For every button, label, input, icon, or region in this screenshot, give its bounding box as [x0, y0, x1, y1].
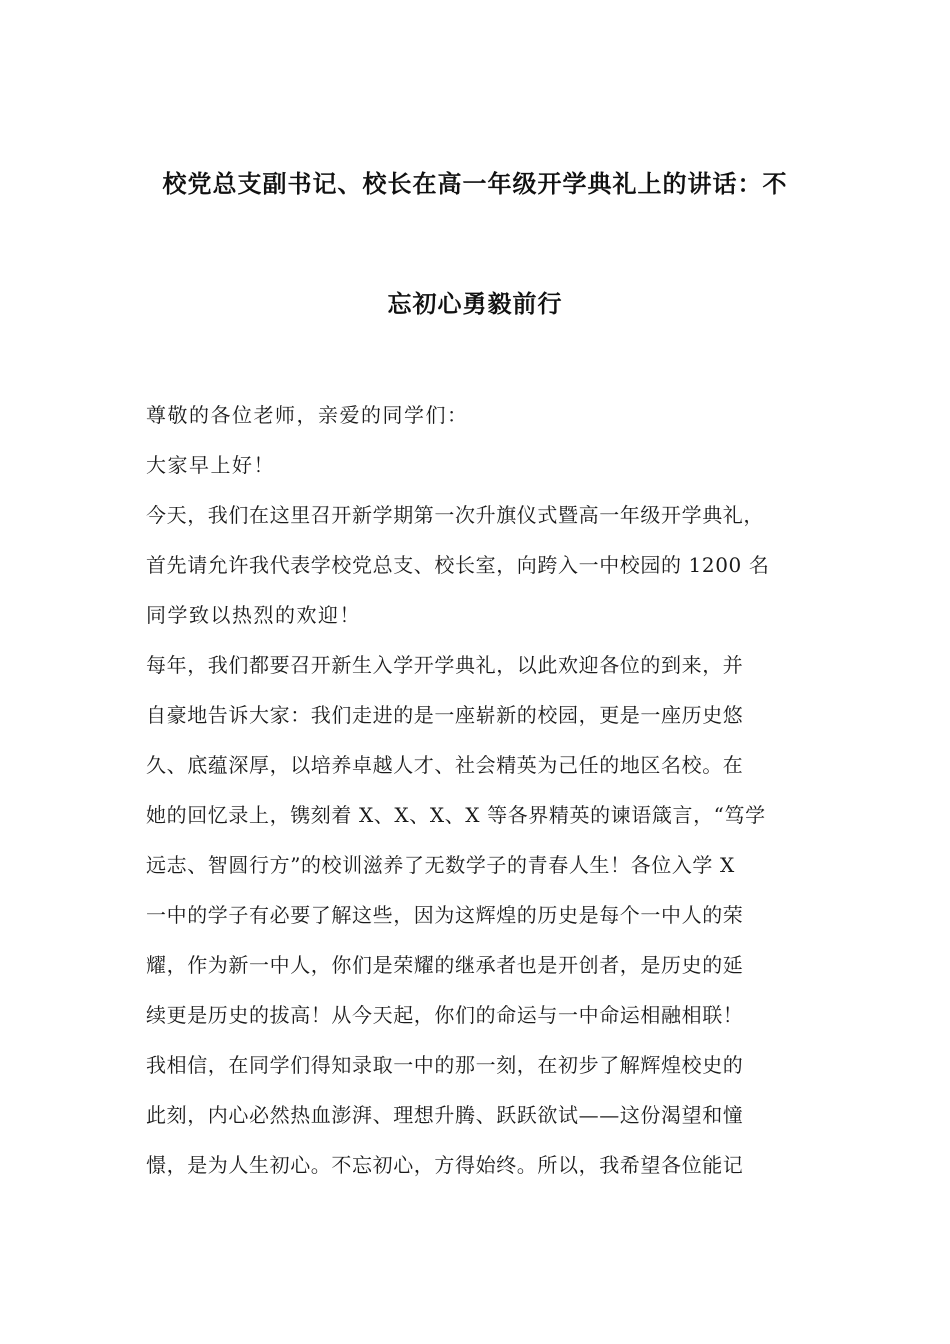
text-line: 每年，我们都要召开新生入学开学典礼，以此欢迎各位的到来，并: [146, 653, 744, 677]
text-line: 今天，我们在这里召开新学期第一次升旗仪式暨高一年级开学典礼，: [146, 503, 764, 527]
text-line: 她的回忆录上，镌刻着 X、X、X、X 等各界精英的谏语箴言，“笃学: [146, 803, 766, 827]
text-line: 同学致以热烈的欢迎！: [146, 603, 361, 627]
text-line: 续更是历史的拔高！从今天起，你们的命运与一中命运相融相联！: [146, 1003, 744, 1027]
document-body: [146, 400, 826, 1200]
document-title-line-2: 忘初心勇毅前行: [387, 290, 563, 318]
text-line: 远志、智圆行方”的校训滋养了无数学子的青春人生！各位入学 X: [146, 853, 735, 877]
text-line: 此刻，内心必然热血澎湃、理想升腾、跃跃欲试——这份渴望和憧: [146, 1103, 744, 1127]
text-line: 久、底蕴深厚，以培养卓越人才、社会精英为己任的地区名校。在: [146, 753, 744, 777]
text-line: 自豪地告诉大家：我们走进的是一座崭新的校园，更是一座历史悠: [146, 703, 744, 727]
text-line: 我相信，在同学们得知录取一中的那一刻，在初步了解辉煌校史的: [146, 1053, 744, 1077]
text-line: 一中的学子有必要了解这些，因为这辉煌的历史是每个一中人的荣: [146, 903, 744, 927]
salutation-line: 尊敬的各位老师，亲爱的同学们：: [146, 403, 469, 427]
document-title-line-1: 校党总支副书记、校长在高一年级开学典礼上的讲话：不: [162, 170, 788, 198]
greeting-line: 大家早上好！: [146, 453, 275, 477]
text-line: 耀，作为新一中人，你们是荣耀的继承者也是开创者，是历史的延: [146, 953, 744, 977]
text-line: 憬，是为人生初心。不忘初心，方得始终。所以，我希望各位能记: [146, 1153, 744, 1177]
text-line: 首先请允许我代表学校党总支、校长室，向跨入一中校园的 1200 名: [146, 553, 770, 577]
